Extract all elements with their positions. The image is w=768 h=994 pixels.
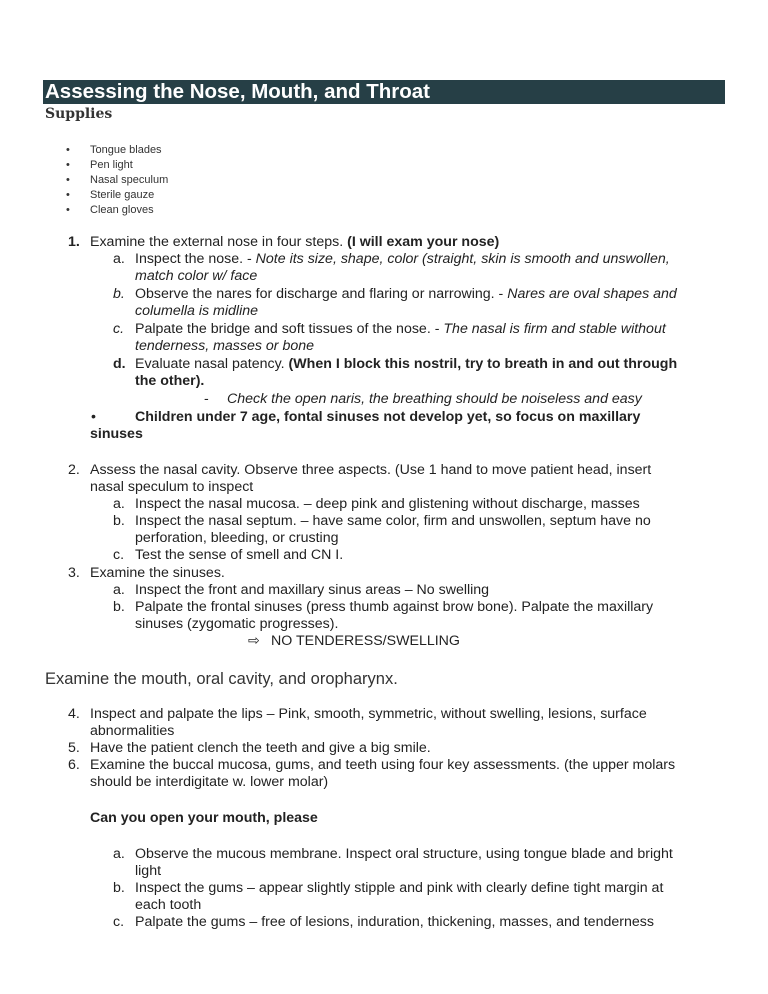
sub-step-text: perforation, bleeding, or crusting [135, 530, 339, 546]
sub-step-text: Palpate the gums – free of lesions, induration, thickening, masses, and tenderness [135, 914, 654, 930]
step-number: 6. [68, 757, 80, 773]
bullet-icon: • [66, 204, 70, 216]
sub-step-text: Test the sense of smell and CN I. [135, 547, 344, 563]
step-number: 3. [68, 565, 80, 581]
sub-step: b. [113, 513, 125, 529]
sub-step: b. [113, 880, 125, 896]
bullet-icon: • [66, 159, 70, 171]
note-text: Children under 7 age, fontal sinuses not develop yet, so focus on maxillary [135, 409, 641, 425]
sub-step-text: Inspect the nasal mucosa. – deep pink and glistening without discharge, masses [135, 496, 640, 512]
sub-step-text: Evaluate nasal patency. (When I block this nostril, try to breath in and out through [135, 356, 678, 372]
sub-step: a. [113, 251, 125, 267]
step-text: Examine the sinuses. [90, 565, 225, 581]
bullet-icon: • [66, 189, 70, 201]
conclusion-text: NO TENDERESS/SWELLING [271, 633, 460, 649]
sub-step-text: Inspect the gums – appear slightly stipple and pink with clearly define tight margin at [135, 880, 664, 896]
step-number: 4. [68, 706, 80, 722]
list-item: • Nasal speculum [66, 174, 169, 186]
list-item: • Pen light [66, 159, 133, 171]
step-text: Assess the nasal cavity. Observe three aspects. (Use 1 hand to move patient head, insert [90, 462, 652, 478]
dash-marker: - [204, 391, 209, 407]
page-title: Assessing the Nose, Mouth, and Throat [45, 80, 430, 103]
sub-step-text: each tooth [135, 897, 202, 913]
sub-step-text: Inspect the nose. - Note its size, shape, color (straight, skin is smooth and unswollen, [135, 251, 670, 267]
sub-step: a. [113, 582, 125, 598]
section-heading: Examine the mouth, oral cavity, and oropharynx. [45, 670, 398, 688]
sub-step-text: sinuses (zygomatic progresses). [135, 616, 339, 632]
arrow-icon: ⇨ [248, 633, 260, 649]
sub-step-text: tenderness, masses or bone [135, 338, 315, 354]
step-number: 1. [68, 234, 80, 250]
step-text: should be interdigitate w. lower molar) [90, 774, 329, 790]
sub-step: c. [113, 547, 125, 563]
step-text: Examine the buccal mucosa, gums, and teeth using four key assessments. (the upper molars [90, 757, 676, 773]
step-text: abnormalities [90, 723, 175, 739]
sub-step: d. [113, 356, 126, 372]
title-bar [43, 80, 725, 104]
sub-step-text: the other). [135, 373, 205, 389]
note-text: Check the open naris, the breathing should be noiseless and easy [227, 391, 642, 407]
bullet-icon: • [66, 174, 70, 186]
prompt-text: Can you open your mouth, please [90, 810, 318, 826]
sub-step: b. [113, 286, 125, 302]
step-text: nasal speculum to inspect [90, 479, 254, 495]
sub-step-text: Palpate the frontal sinuses (press thumb against brow bone). Palpate the maxillary [135, 599, 654, 615]
step-number: 5. [68, 740, 80, 756]
note-text: sinuses [90, 426, 143, 442]
step-number: 2. [68, 462, 80, 478]
sub-step: a. [113, 496, 125, 512]
sub-step-text: match color w/ face [135, 268, 258, 284]
sub-step: c. [113, 914, 125, 930]
sub-step: c. [113, 321, 125, 337]
list-item: • Clean gloves [66, 204, 154, 216]
sub-step-text: Palpate the bridge and soft tissues of the nose. - The nasal is firm and stable without [135, 321, 666, 337]
step-text: Inspect and palpate the lips – Pink, smooth, symmetric, without swelling, lesions, surface [90, 706, 647, 722]
bullet-icon: • [66, 144, 70, 156]
step-text: Have the patient clench the teeth and give a big smile. [90, 740, 431, 756]
bullet-icon: • [91, 409, 96, 425]
sub-step-text: Inspect the front and maxillary sinus areas – No swelling [135, 582, 490, 598]
sub-step: a. [113, 846, 125, 862]
list-item: • Sterile gauze [66, 189, 155, 201]
supplies-heading: Supplies [45, 106, 113, 122]
step-text: Examine the external nose in four steps. (I will exam your nose) [90, 234, 500, 250]
sub-step-text: Inspect the nasal septum. – have same color, firm and unswollen, septum have no [135, 513, 651, 529]
sub-step-text: light [135, 863, 162, 879]
sub-step: b. [113, 599, 125, 615]
sub-step-text: Observe the mucous membrane. Inspect oral structure, using tongue blade and bright [135, 846, 673, 862]
sub-step-text: Observe the nares for discharge and flaring or narrowing. - Nares are oval shapes and [135, 286, 677, 302]
sub-step-text: columella is midline [135, 303, 259, 319]
list-item: • Tongue blades [66, 144, 162, 156]
